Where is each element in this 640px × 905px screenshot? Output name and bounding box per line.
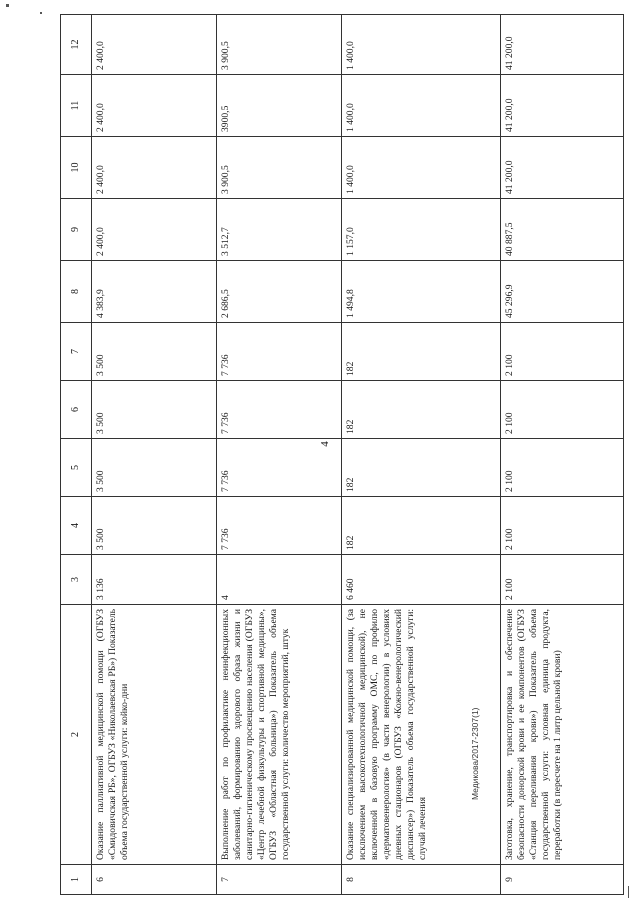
value-cell: 3 500 bbox=[92, 439, 217, 497]
scan-speck bbox=[628, 886, 629, 898]
header-cell: 3 bbox=[61, 555, 92, 605]
header-cell: 4 bbox=[61, 497, 92, 555]
value-cell: 2 400,0 bbox=[92, 199, 217, 261]
table-row bbox=[501, 15, 624, 895]
value-cell: 7 736 bbox=[217, 323, 342, 381]
value-cell: 3 900,5 bbox=[217, 137, 342, 199]
value-cell: 1 157,0 bbox=[342, 199, 501, 261]
header-cell: 6 bbox=[61, 381, 92, 439]
value-cell: 4 383,9 bbox=[92, 261, 217, 323]
value-cell: 2 100 bbox=[501, 497, 624, 555]
value-cell: 1 400,0 bbox=[342, 75, 501, 137]
value-cell: 2 100 bbox=[501, 381, 624, 439]
value-cell: 2 400,0 bbox=[92, 15, 217, 75]
row-description: Выполнение работ по профилактике неинфекционных заболеваний, формированию здорового образа жизни и санитарно-гигиеническому просвещению населения (ОГБУЗ «Центр лечебной физкультуры и спортивной медицины», ОГБУЗ «Областная больница») Показатель объема государственной услуги: количество мероприятий, штук bbox=[217, 605, 342, 865]
value-cell: 40 887,5 bbox=[501, 199, 624, 261]
value-cell: 7 736 bbox=[217, 381, 342, 439]
value-cell: 4 bbox=[217, 555, 342, 605]
value-cell: 3 900,5 bbox=[217, 15, 342, 75]
header-cell: 11 bbox=[61, 75, 92, 137]
header-cell: 7 bbox=[61, 323, 92, 381]
value-cell: 182 bbox=[342, 439, 501, 497]
value-cell: 2 100 bbox=[501, 323, 624, 381]
table-header-row bbox=[61, 15, 92, 895]
row-description: Оказание специализированной медицинской помощи, (за исключением высокотехнологичной медицинской), не включенной в базовую программу ОМС, по профилю «дерматовенерология» (в части венерологии) в условиях дневных стационаров (ОГБУЗ «Кожно-венерологический диспансер») Показатель объема государственной услуги: случай лечения bbox=[342, 605, 501, 865]
value-cell: 3 500 bbox=[92, 323, 217, 381]
value-cell: 2 400,0 bbox=[92, 137, 217, 199]
value-cell: 3 500 bbox=[92, 381, 217, 439]
row-number: 7 bbox=[217, 865, 342, 895]
value-cell: 2 400,0 bbox=[92, 75, 217, 137]
value-cell: 1 400,0 bbox=[342, 137, 501, 199]
header-cell: 10 bbox=[61, 137, 92, 199]
header-cell: 12 bbox=[61, 15, 92, 75]
value-cell: 3 512,7 bbox=[217, 199, 342, 261]
table-row bbox=[92, 15, 217, 895]
header-cell: 5 bbox=[61, 439, 92, 497]
value-cell: 7 736 bbox=[217, 439, 342, 497]
header-cell: 1 bbox=[61, 865, 92, 895]
rotated-table-page bbox=[60, 15, 620, 895]
scan-speck bbox=[40, 12, 42, 14]
value-cell: 1 494,8 bbox=[342, 261, 501, 323]
data-table bbox=[60, 14, 624, 895]
row-number: 8 bbox=[342, 865, 501, 895]
row-description: Заготовка, хранение, транспортировка и обеспечение безопасности донорской крови и ее компонентов (ОГБУЗ «Станция переливания крови») Показатель объема государственной услуги: условная единица продукта, переработки (в пересчете на 1 литр цельной крови) bbox=[501, 605, 624, 865]
header-cell: 2 bbox=[61, 605, 92, 865]
row-number: 9 bbox=[501, 865, 624, 895]
page-number: 4 bbox=[318, 441, 331, 447]
header-cell: 8 bbox=[61, 261, 92, 323]
value-cell: 2 100 bbox=[501, 439, 624, 497]
value-cell: 41 200,0 bbox=[501, 75, 624, 137]
value-cell: 45 296,9 bbox=[501, 261, 624, 323]
scan-speck bbox=[6, 4, 9, 7]
value-cell: 182 bbox=[342, 323, 501, 381]
value-cell: 3900,5 bbox=[217, 75, 342, 137]
document-stamp: Медикова/2017-2307(1) bbox=[470, 707, 480, 800]
value-cell: 2 686,5 bbox=[217, 261, 342, 323]
value-cell: 3 500 bbox=[92, 497, 217, 555]
row-description: Оказание паллиативной медицинской помощи (ОГБУЗ «Смидовичская РБ», ОГБУЗ «Николаевская РБ») Показатель объема государственной услуги: койко-дни bbox=[92, 605, 217, 865]
value-cell: 182 bbox=[342, 381, 501, 439]
value-cell: 1 400,0 bbox=[342, 15, 501, 75]
row-number: 6 bbox=[92, 865, 217, 895]
value-cell: 41 200,0 bbox=[501, 137, 624, 199]
value-cell: 182 bbox=[342, 497, 501, 555]
table-row bbox=[217, 15, 342, 895]
value-cell: 2 100 bbox=[501, 555, 624, 605]
value-cell: 6 460 bbox=[342, 555, 501, 605]
value-cell: 7 736 bbox=[217, 497, 342, 555]
value-cell: 3 136 bbox=[92, 555, 217, 605]
header-cell: 9 bbox=[61, 199, 92, 261]
value-cell: 41 200,0 bbox=[501, 15, 624, 75]
